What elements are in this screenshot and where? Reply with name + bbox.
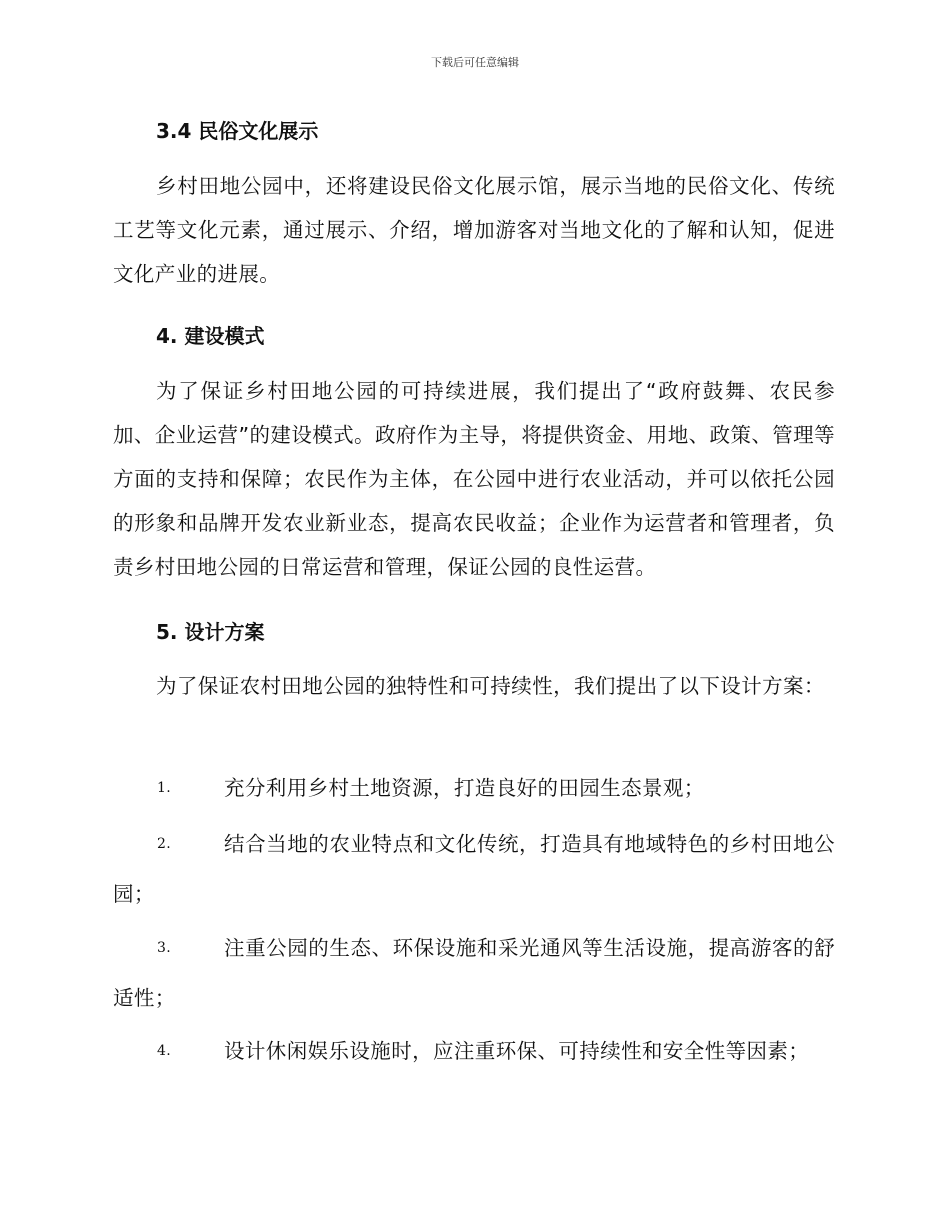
list-item (113, 1026, 835, 1076)
list-item (113, 763, 835, 813)
section-heading-construction-model: 4. 建设模式 (156, 324, 265, 348)
page-header: 下载后可任意编辑 (431, 56, 519, 69)
list-number: 2. (157, 836, 172, 852)
list-item (113, 819, 835, 919)
list-text: 结合当地的农业特点和文化传统，打造具有地域特色的乡村田地公园； (113, 832, 835, 906)
section-paragraph-design-plan: 为了保证农村田地公园的独特性和可持续性，我们提出了以下设计方案： (156, 674, 825, 698)
section-heading-design-plan: 5. 设计方案 (156, 620, 265, 644)
list-item (113, 923, 835, 1023)
list-text: 充分利用乡村土地资源，打造良好的田园生态景观； (224, 776, 705, 800)
list-number: 3. (157, 940, 172, 956)
list-number: 1. (157, 780, 172, 796)
list-text: 注重公园的生态、环保设施和采光通风等生活设施，提高游客的舒适性； (113, 936, 835, 1010)
list-number: 4. (157, 1043, 172, 1059)
section-paragraph-construction-model: 为了保证乡村田地公园的可持续进展，我们提出了“政府鼓舞、农民参加、企业运营”的建设模式。政府作为主导，将提供资金、用地、政策、管理等方面的支持和保障；农民作为主体，在公园中进行农业活动，并可以依托公园的形象和品牌开发农业新业态，提高农民收益；企业作为运营者和管理者，负责乡村田地公园的日常运营和管理，保证公园的良性运营。 (113, 379, 835, 579)
section-heading-folk-culture: 3.4 民俗文化展示 (156, 119, 319, 143)
section-paragraph-folk-culture: 乡村田地公园中，还将建设民俗文化展示馆，展示当地的民俗文化、传统工艺等文化元素，通过展示、介绍，增加游客对当地文化的了解和认知，促进文化产业的进展。 (113, 174, 835, 286)
list-text: 设计休闲娱乐设施时，应注重环保、可持续性和安全性等因素； (224, 1039, 810, 1063)
